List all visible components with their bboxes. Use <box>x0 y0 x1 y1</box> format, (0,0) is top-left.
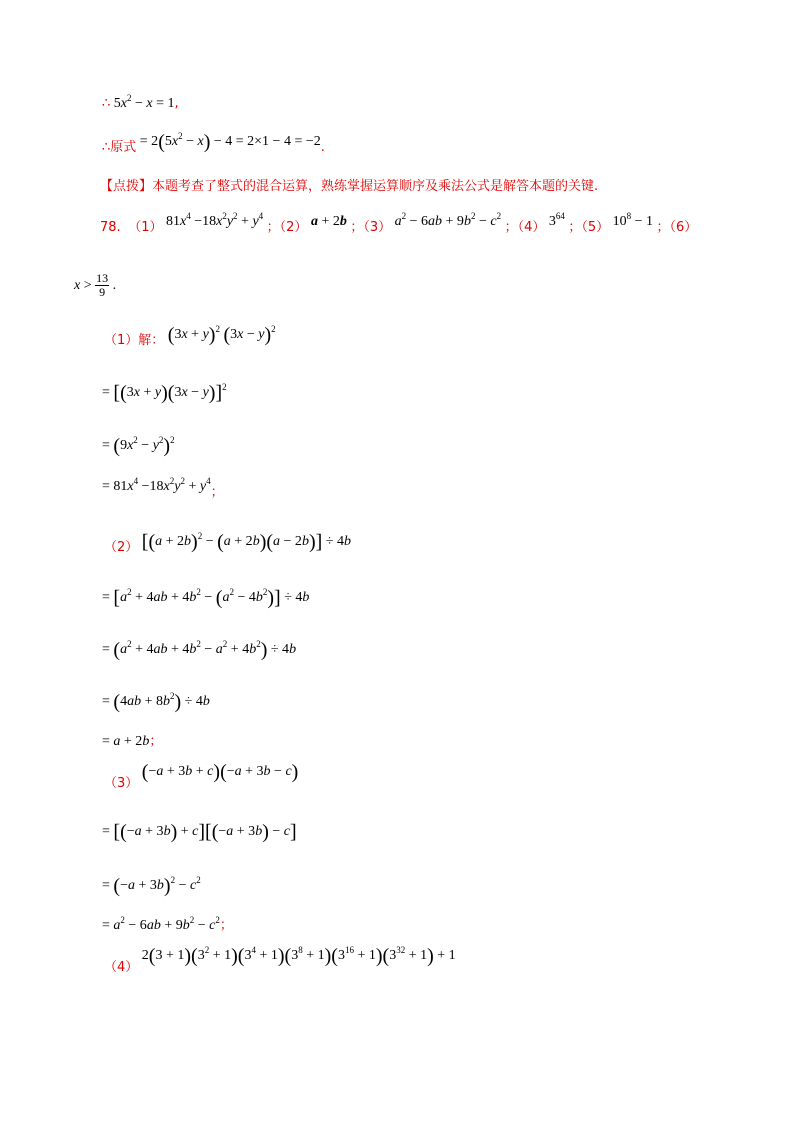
line-result <box>102 132 325 158</box>
line-given <box>102 94 179 114</box>
question-78-answers <box>100 212 697 238</box>
solution-3-step-1: = [(−a + 3b) + c][(−a + 3b) − c] <box>102 821 297 843</box>
solution-1-step-2: = $(9x^2 - y^2)^2$ <box>102 435 175 457</box>
solution-2-step-1: = $[a^2 + 4ab + 4b^2 - (a^2 - 4b^2)] \div 4b$ <box>102 587 310 609</box>
solution-1-header <box>104 325 276 351</box>
period: . <box>320 140 325 155</box>
part-3-label: ；（3） <box>350 220 392 235</box>
answer-4: $3^{64}$ <box>548 211 565 229</box>
solution-2-label: （2） <box>104 540 139 555</box>
part-5-label: ；（5） <box>568 220 610 235</box>
fraction-numerator: 13 <box>96 271 109 285</box>
question-number: 78. <box>100 220 121 235</box>
answer-5: $10^8 - 1$ <box>612 211 654 229</box>
equation: $5x^2 - x = 1$ <box>113 93 175 111</box>
solution-1-label: （1）解： <box>104 333 165 348</box>
solution-3-label: （3） <box>104 776 139 791</box>
solution-1-step-1: = $[(3x + y)(3x - y)]^2$ <box>102 382 227 404</box>
answer-3: $a^2 - 6ab + 9b^2 - c^2$ <box>394 211 502 229</box>
expression: $[(a + 2b)^2 - (a + 2b)(a - 2b)] \div 4b$ <box>141 531 351 553</box>
answer-1: $81x^4 -18x^2y^2 + y^4$ <box>165 211 264 229</box>
expression: (−a + 3b + c)(−a + 3b − c) <box>141 761 299 783</box>
solution-4-label: （4） <box>104 960 139 975</box>
solution-2-step-2: = $(a^2 + 4ab + 4b^2 - a^2 + 4b^2) \div 4b$ <box>102 639 297 661</box>
solution-2-header <box>104 532 351 558</box>
solution-3-step-2: = $(-a + 3b)^2 - c^2$ <box>102 875 201 897</box>
answer-2: a + 2b <box>310 214 347 229</box>
therefore-original: ∴原式 <box>102 140 137 155</box>
expression: $(3x + y)^2$ $(3x - y)^2$ <box>167 324 276 346</box>
semicolon: ； <box>219 918 233 933</box>
part-1-label: （1） <box>128 220 163 235</box>
solution-2-step-3: = $(4ab + 8b^2) \div 4b$ <box>102 691 210 713</box>
solution-4-header <box>104 946 456 978</box>
therefore-symbol: ∴ <box>102 96 111 111</box>
part-4-label: ；（4） <box>504 220 546 235</box>
key-point-comment: 【点拨】本题考查了整式的混合运算，熟练掌握运算顺序及乘法公式是解答本题的关键. <box>100 179 599 194</box>
semicolon: ； <box>210 485 224 500</box>
semicolon: ； <box>149 734 163 749</box>
part-2-label: ；（2） <box>266 220 308 235</box>
equation: = $2(5x^2 - x) - 4 = 2\times 1 - 4 = -2$ <box>139 131 321 153</box>
part-6-label: ；（6） <box>656 220 698 235</box>
comma: , <box>174 96 179 111</box>
answer-6: x > $\frac{13}{9}$ . <box>74 271 117 299</box>
solution-3-step-3: = $a^2 - 6ab + 9b^2 - c^2$； <box>102 915 233 933</box>
solution-1-step-3: = $81x^4 -18x^2y^2 + y^4$； <box>102 476 224 500</box>
solution-2-step-4: = a + 2b； <box>102 734 163 749</box>
solution-3-header <box>104 762 298 794</box>
fraction-denominator: 9 <box>99 285 106 299</box>
expression: $2(3 + 1)(3^2 + 1)(3^4 + 1)(3^8 + 1)(3^{16} + 1)(3^{32} + 1) + 1$ <box>141 945 456 967</box>
